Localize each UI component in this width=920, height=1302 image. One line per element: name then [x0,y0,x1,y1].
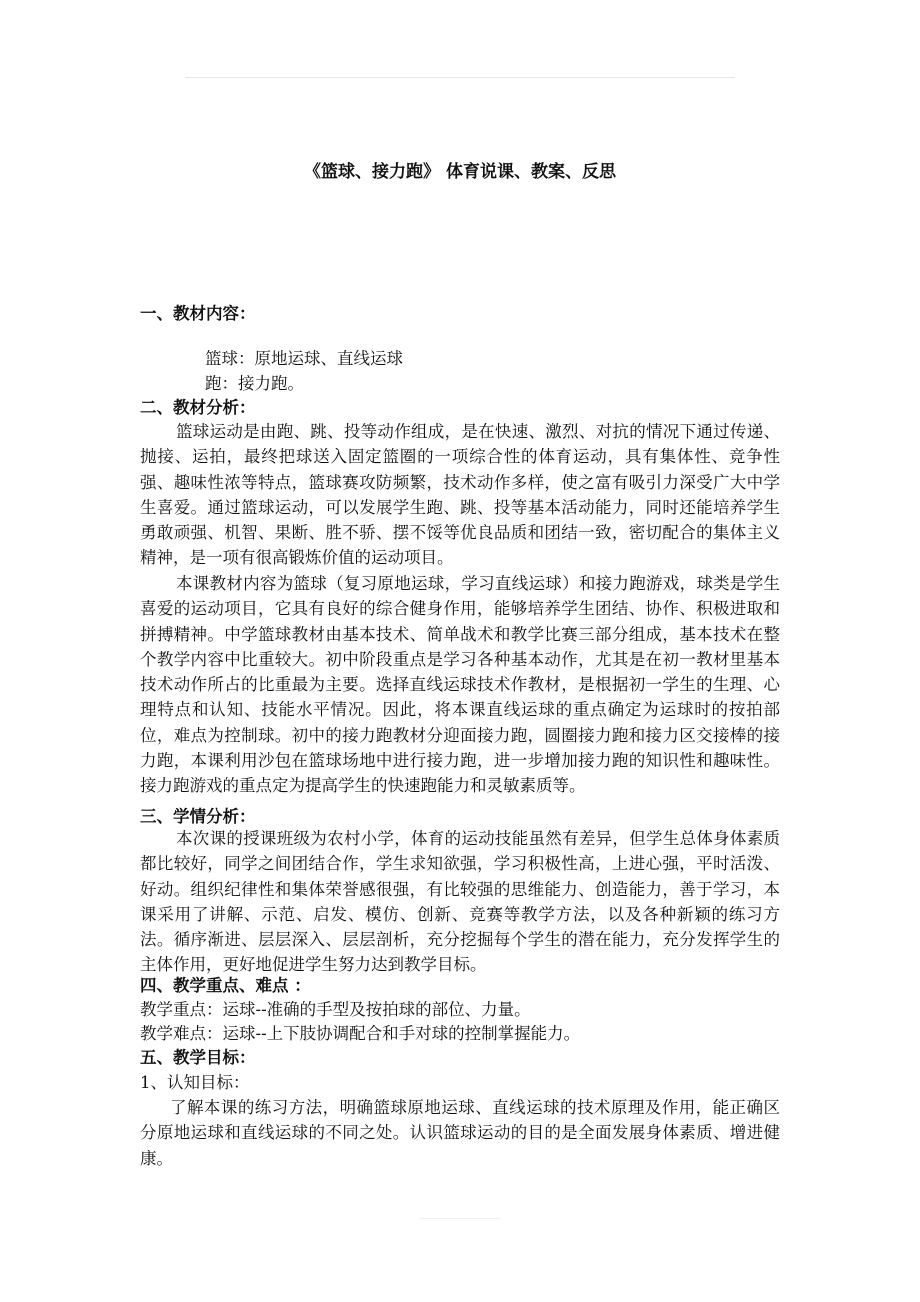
section-heading-analysis: 二、教材分析： [140,398,256,417]
section-heading-students: 三、学情分析： [140,807,256,826]
header-rule [185,77,735,78]
section-heading-key-points: 四、教学重点、难点 ： [140,976,311,995]
students-paragraph: 本次课的授课班级为农村小学，体育的运动技能虽然有差异，但学生总体身体素质都比较好，同学之间团结合作，学生求知欲强，学习积极性高，上进心强，平时活泼、好动。组织纪律性和集体荣誉感很强，有比较强的思维能力、创造能力，善于学习，本课采用了讲解、示范、启发、模仿、创新、竞赛等教学方法，以及各种新颖的练习方法。循序渐进、层层深入、层层剖析，充分挖掘每个学生的潜在能力，充分发挥学生的主体作用，更好地促进学生努力达到教学目标。 [140,829,780,975]
document-title: 《篮球、接力跑》 体育说课、教案、反思 [304,162,616,182]
objective-cognitive-label: 1、认知目标： [140,1073,250,1092]
section-heading-objectives: 五、教学目标： [140,1048,256,1067]
footer-mark [420,1218,500,1219]
teaching-difficulty: 教学难点：运球--上下肢协调配合和手对球的控制掌握能力。 [140,1024,581,1043]
objective-cognitive-paragraph: 了解本课的练习方法，明确篮球原地运球、直线运球的技术原理及作用，能正确区分原地运球和直线运球的不同之处。认识篮球运动的目的是全面发展身体素质、增进健康。 [140,1098,780,1168]
analysis-paragraph-1: 篮球运动是由跑、跳、投等动作组成，是在快速、激烈、对抗的情况下通过传递、抛接、运拍，最终把球送入固定篮圈的一项综合性的体育运动，具有集体性、竞争性强、趣味性浓等特点，篮球赛攻防频繁，技术动作多样，使之富有吸引力深受广大中学生喜爱。通过篮球运动，可以发展学生跑、跳、投等基本活动能力，同时还能培养学生勇敢顽强、机智、果断、胜不骄、摆不馁等优良品质和团结一致，密切配合的集体主义精神，是一项有很高锻炼价值的运动项目。 [140,422,780,568]
analysis-paragraph-2: 本课教材内容为篮球（复习原地运球，学习直线运球）和接力跑游戏，球类是学生喜爱的运动项目，它具有良好的综合健身作用，能够培养学生团结、协作、积极进取和拼搏精神。中学篮球教材由基本技术、简单战术和教学比赛三部分组成，基本技术在整个教学内容中比重较大。初中阶段重点是学习各种基本动作，尤其是在初一教材里基本技术动作所占的比重最为主要。选择直线运球技术作教材，是根据初一学生的生理、心理特点和认知、技能水平情况。因此，将本课直线运球的重点确定为运球时的按拍部位，难点为控制球。初中的接力跑教材分迎面接力跑，圆圈接力跑和接力区交接棒的接力跑，本课利用沙包在篮球场地中进行接力跑，进一步增加接力跑的知识性和趣味性。接力跑游戏的重点定为提高学生的快速跑能力和灵敏素质等。 [140,574,780,796]
materials-line-basketball: 篮球：原地运球、直线运球 [205,349,403,368]
section-heading-materials: 一、教材内容： [140,304,256,323]
materials-line-running: 跑：接力跑。 [205,374,304,393]
teaching-key-point: 教学重点：运球--准确的手型及按拍球的部位、力量。 [140,1000,531,1019]
